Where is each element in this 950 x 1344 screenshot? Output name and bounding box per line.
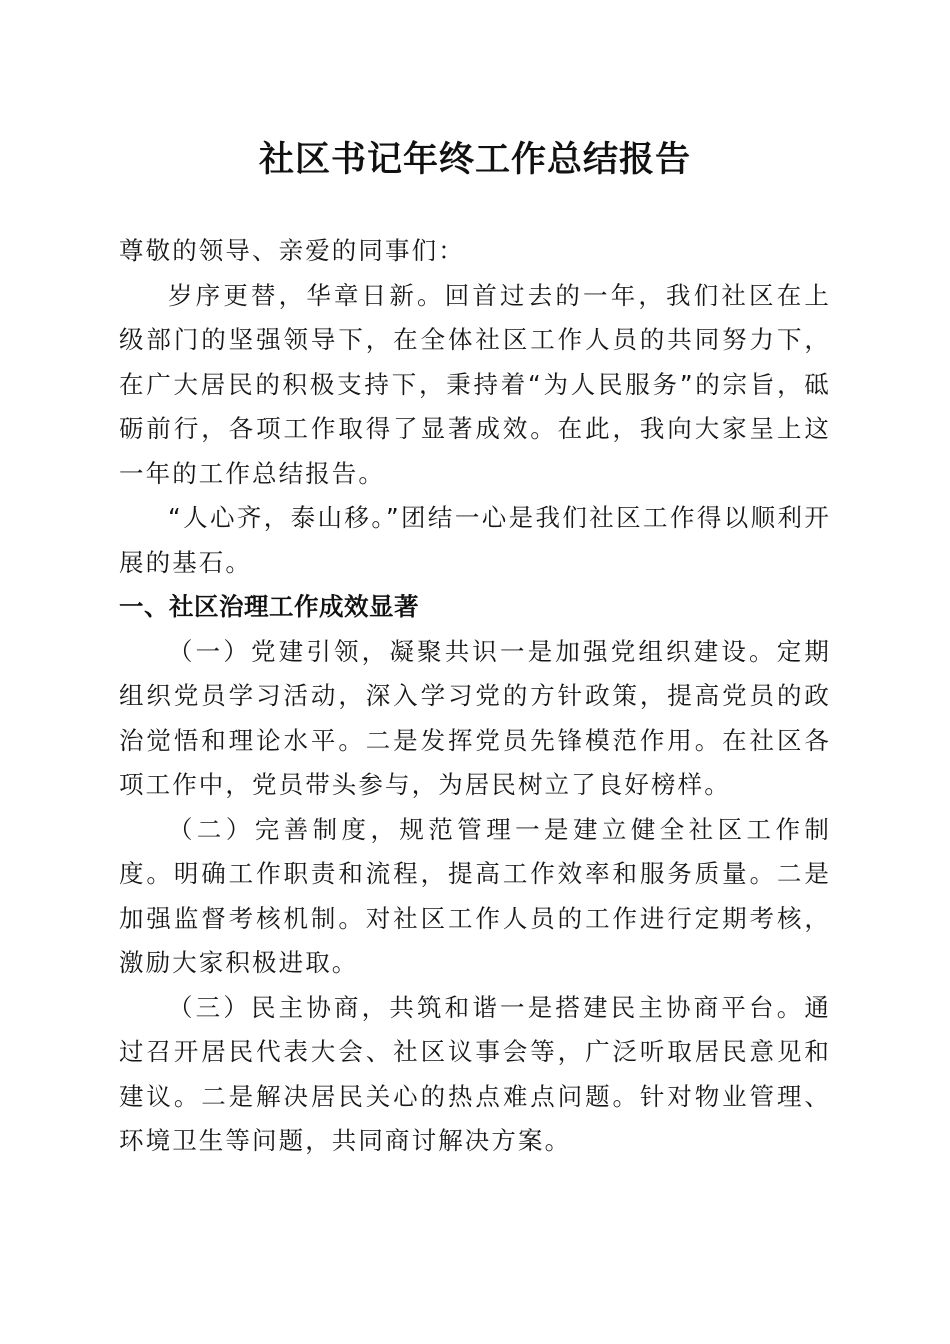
item-lead: （三）民主协商，共筑和谐一是搭建民主协商平台。 [168, 992, 805, 1022]
section-item-party-building [119, 630, 831, 808]
document-body [119, 229, 831, 1164]
item-lead: （二）完善制度，规范管理一是建立健全社区工作制度。 [119, 814, 831, 888]
item-text: 定期组织党员学习活动，深入学习党的方针政策，提高党员的政治觉悟和理论水平。二是发挥党员先锋模范作用。在社区各项工作中，党员带头参与，为居民树立了良好榜样。 [119, 636, 832, 799]
item-lead: （一）党建引领，凝聚共识一是加强党组织建设。 [168, 636, 777, 666]
item-text: 通过召开居民代表大会、社区议事会等，广泛听取居民意见和建议。二是解决居民关心的热点难点问题。针对物业管理、环境卫生等问题，共同商讨解决方案。 [119, 992, 831, 1155]
section-heading: 一、社区治理工作成效显著 [119, 592, 419, 621]
salutation: 尊敬的领导、亲爱的同事们： [119, 236, 465, 265]
document-title: 社区书记年终工作总结报告 [258, 139, 691, 180]
section-item-system-management [119, 808, 831, 986]
section-item-democratic-consultation [119, 986, 831, 1164]
intro-paragraph: 岁序更替，华章日新。回首过去的一年，我们社区在上级部门的坚强领导下，在全体社区工作人员的共同努力下，在广大居民的积极支持下，秉持着“为人民服务”的宗旨，砥砺前行，各项工作取得了显著成效。在此，我向大家呈上这一年的工作总结报告。 [119, 280, 831, 488]
item-text: 明确工作职责和流程，提高工作效率和服务质量。二是加强监督考核机制。对社区工作人员的工作进行定期考核，激励大家积极进取。 [119, 859, 832, 977]
unity-paragraph: “人心齐，泰山移。”团结一心是我们社区工作得以顺利开展的基石。 [119, 503, 831, 577]
